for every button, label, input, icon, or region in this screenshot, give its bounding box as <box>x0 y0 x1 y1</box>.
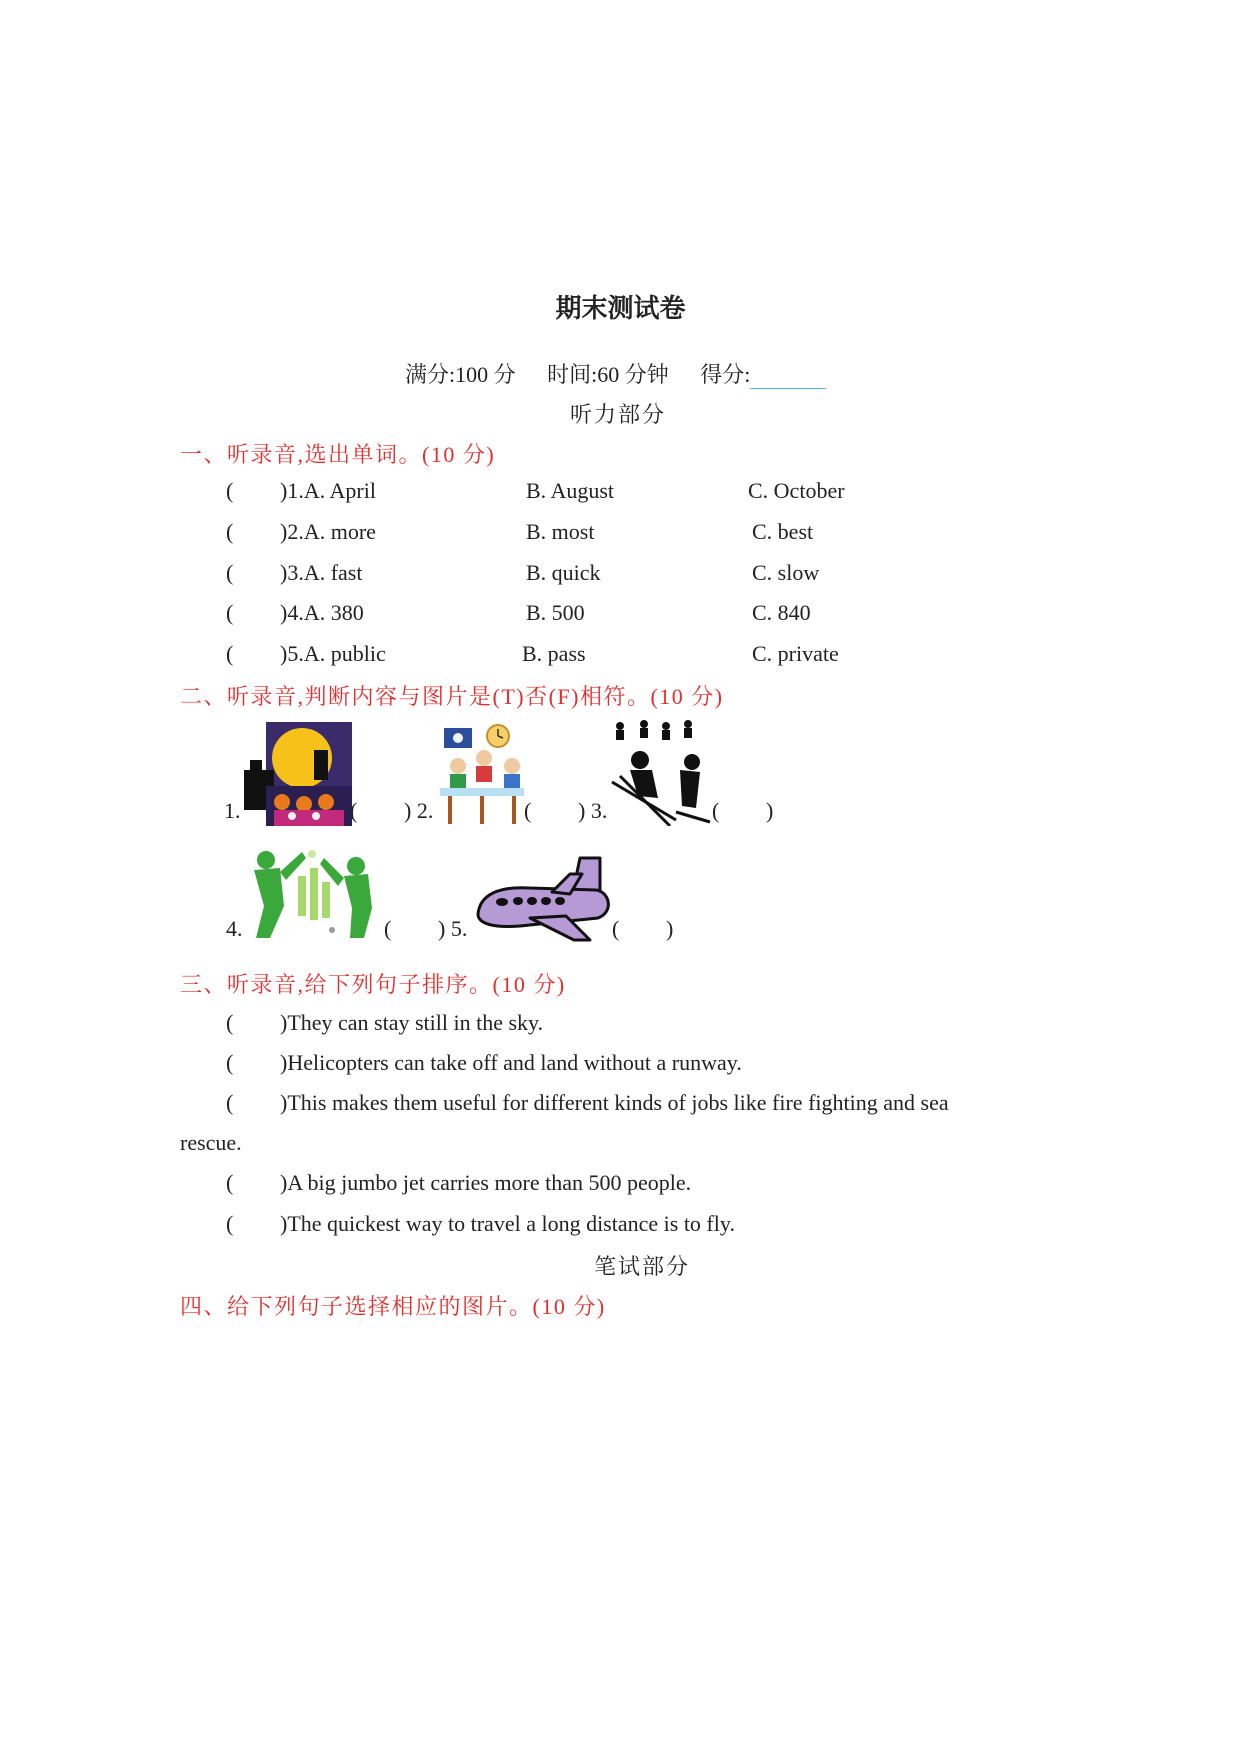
sentence-3: ( )This makes them useful for different kinds of jobs like fire fighting and sea <box>226 1090 949 1115</box>
option-a: )1.A. April <box>280 478 376 503</box>
sentence-5: ( )The quickest way to travel a long distance is to fly. <box>226 1211 735 1236</box>
answer-paren-open[interactable]: ( <box>226 1050 234 1075</box>
answer-paren-open[interactable]: ( <box>226 1170 234 1195</box>
option-a: )4.A. 380 <box>280 600 364 625</box>
answer-paren-open[interactable]: ( <box>384 916 392 941</box>
answer-paren-open[interactable]: ( <box>612 916 620 941</box>
section1-heading: 一、听录音,选出单词。(10 分) <box>180 442 496 467</box>
question-1 <box>226 478 376 504</box>
section4-heading: 四、给下列句子选择相应的图片。(10 分) <box>180 1294 606 1319</box>
section3-heading: 三、听录音,给下列句子排序。(10 分) <box>180 972 566 997</box>
option-a: )3.A. fast <box>280 560 363 585</box>
answer-paren-close: ) <box>766 798 774 823</box>
option-a: )2.A. more <box>280 519 376 544</box>
question-5 <box>226 641 386 667</box>
sentence-3-continuation: rescue. <box>180 1130 242 1155</box>
answer-paren-open[interactable]: ( <box>524 798 532 823</box>
answer-paren-open[interactable]: ( <box>226 1090 234 1115</box>
picture-label-4: 4. <box>226 916 243 941</box>
time-limit: 时间:60 分钟 <box>547 362 669 387</box>
answer-paren-close: ) <box>666 916 674 941</box>
halloween-picture <box>244 722 354 826</box>
score-label: 得分: <box>700 362 751 387</box>
exam-meta <box>405 358 826 389</box>
answer-paren-open[interactable]: ( <box>226 560 234 585</box>
picture-label-2: ) 2. <box>404 798 434 823</box>
option-b: B. 500 <box>526 600 585 625</box>
answer-paren-open[interactable]: ( <box>226 1010 234 1035</box>
sentence-1: ( )They can stay still in the sky. <box>226 1010 544 1035</box>
question-3 <box>226 560 362 586</box>
writing-part-label: 笔试部分 <box>594 1254 691 1279</box>
badminton-picture <box>240 846 382 942</box>
full-score: 满分:100 分 <box>405 362 516 387</box>
question-4 <box>226 600 364 626</box>
page-title: 期末测试卷 <box>555 294 686 324</box>
answer-paren-open[interactable]: ( <box>712 798 720 823</box>
option-b: B. pass <box>522 641 586 666</box>
answer-paren-open[interactable]: ( <box>226 1211 234 1236</box>
sentence-4: ( )A big jumbo jet carries more than 500 people. <box>226 1170 692 1195</box>
score-blank[interactable] <box>750 366 826 389</box>
family-dinner-picture <box>436 722 528 826</box>
option-b: B. August <box>526 478 615 503</box>
option-c: C. best <box>752 519 814 544</box>
picture-label-5: ) 5. <box>438 916 468 941</box>
option-c: C. 840 <box>752 600 811 625</box>
sentence-2: ( )Helicopters can take off and land without a runway. <box>226 1050 742 1075</box>
section2-heading: 二、听录音,判断内容与图片是(T)否(F)相符。(10 分) <box>180 684 724 709</box>
answer-paren-open[interactable]: ( <box>226 600 234 625</box>
airplane-picture <box>470 854 618 942</box>
option-c: C. slow <box>752 560 820 585</box>
answer-paren-open[interactable]: ( <box>226 641 234 666</box>
answer-paren-open[interactable]: ( <box>350 798 358 823</box>
picture-label-3: ) 3. <box>578 798 608 823</box>
option-b: B. most <box>526 519 595 544</box>
option-b: B. quick <box>526 560 601 585</box>
option-c: C. private <box>752 641 839 666</box>
answer-paren-open[interactable]: ( <box>226 478 234 503</box>
option-c: C. October <box>748 478 845 503</box>
question-2 <box>226 519 376 545</box>
option-a: )5.A. public <box>280 641 386 666</box>
picture-label-1: 1. <box>224 798 241 823</box>
skiing-picture <box>608 716 712 826</box>
answer-paren-open[interactable]: ( <box>226 519 234 544</box>
listening-part-label: 听力部分 <box>570 402 667 427</box>
